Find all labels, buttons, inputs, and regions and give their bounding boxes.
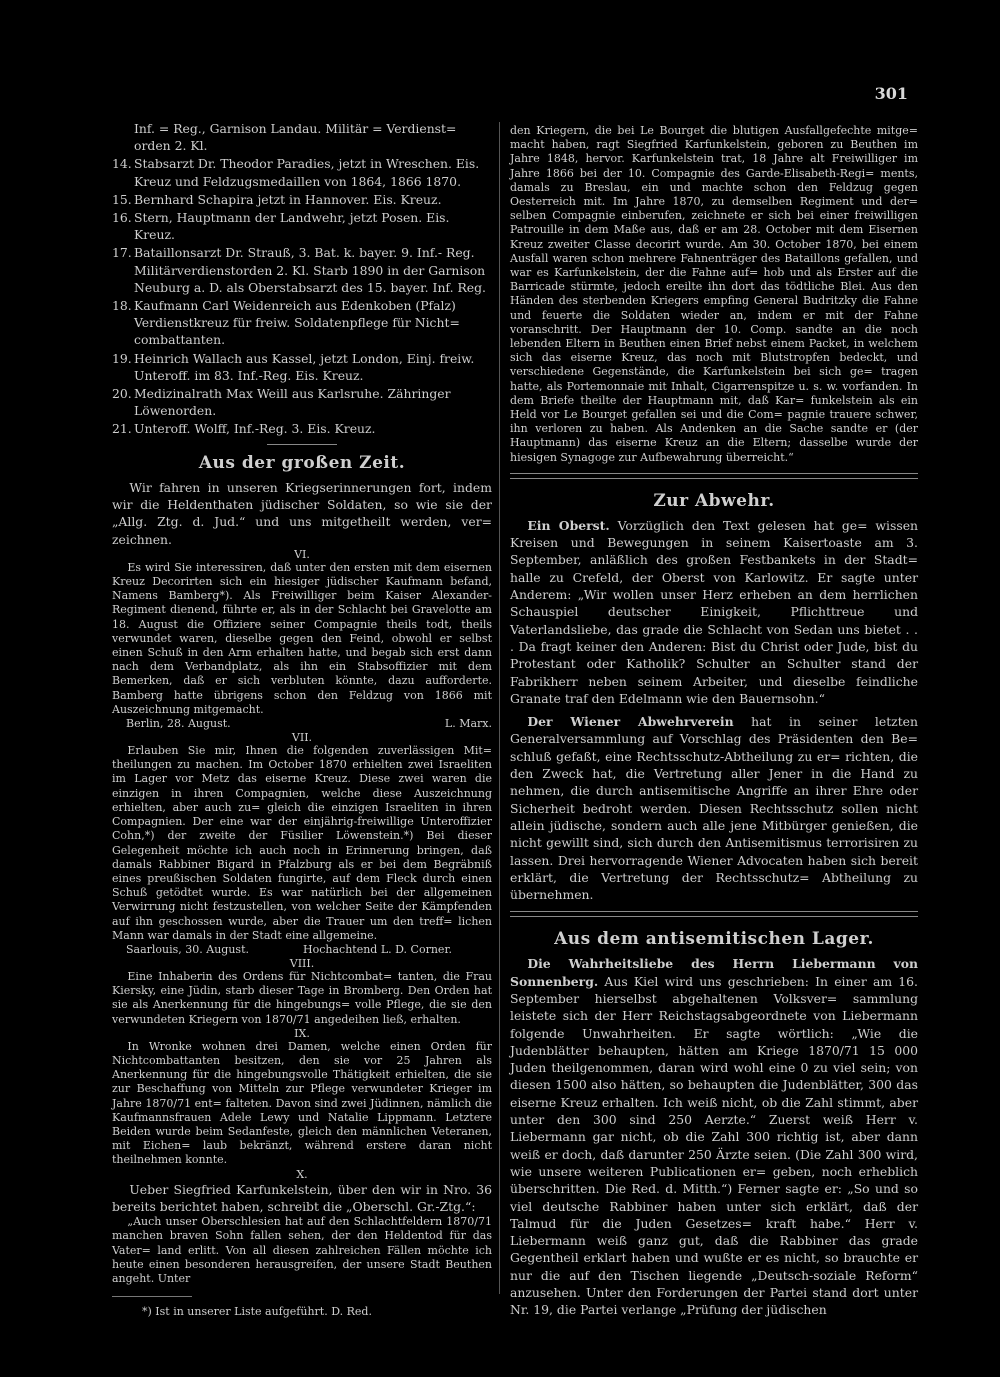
letter-place: Saarlouis, 30. August. (126, 942, 249, 956)
column-divider (499, 122, 500, 1294)
list-item (112, 209, 492, 243)
letter-signature: Hochachtend L. D. Corner. (303, 942, 452, 956)
letter-number: VI. (294, 547, 310, 561)
letter-vi (112, 548, 492, 731)
article-lead: Ein Oberst. (527, 517, 610, 533)
article-text: Aus Kiel wird uns geschrieben: In einer am 16. September hierselbst abgehaltenen Volksver= sammlung leistete sich der Herr Reichstagsabgeordnete von Liebermann folgende Unwahrheiten. Er sagte wörtlich: „Wie die Judenblätter behaupten, hätten am Kriege 1870/71 15 000 Juden theilgenommen, daran wird wohl eine 0 zu viel sein; von diesen 1500 also hätten, so behaupten die Judenblätter, 300 das eiserne Kreuz erhalten. Ich weiß nicht, ob die Zahl stimmt, aber unter den 300 sind 250 Aerzte.“ Zuerst weiß Herr v. Liebermann gar nicht, ob die Zahl 300 richtig ist, aber dann weiß er doch, daß darunter 250 Ärzte seien. (Die Zahl 300 wird, wie unsere weiteren Publicationen er= geben, noch erheblich überschritten. Die Red. d. Mitth.“) Ferner sagte er: „So und so viel deutsche Rabbiner haben unter sich erklärt, daß der Talmud für die Juden Gesetzes= kraft habe.“ Herr v. Liebermann weiß ganz gut, daß die Rabbiner das grade Gegentheil erklart haben und wußte er es nicht, so brauchte er nur die auf den Tischen liegende „Deutsch-soziale Reform“ anzusehen. Unter den Forderungen der Partei stand dort unter Nr. 19, die Partei verlange „Prüfung der jüdischen (510, 973, 918, 1318)
item-text: Bataillonsarzt Dr. Strauß, 3. Bat. k. bayer. 9. Inf.- Reg. Militärverdienstorden 2. Kl. Starb 1890 in der Garnison Neuburg a. D. als Oberstabsarzt des 15. bayer. Inf. Reg. (134, 245, 486, 295)
intro-paragraph (112, 479, 492, 548)
item-text: Bernhard Schapira jetzt in Hannover. Eis. Kreuz. (134, 191, 442, 207)
letter-vii (112, 731, 492, 957)
item-text: Unteroff. Wolff, Inf.-Reg. 3. Eis. Kreuz. (134, 421, 376, 437)
list-item (112, 420, 492, 437)
item-number: 17. (112, 245, 132, 261)
letter-signature-line (112, 943, 492, 957)
left-column (112, 120, 492, 1319)
item-text: Kaufmann Carl Weidenreich aus Edenkoben (Pfalz) Verdienstkreuz für freiw. Soldatenpflege für Nicht= combattanten. (134, 298, 460, 348)
item-number: 21. (112, 421, 132, 437)
footnote-rule (112, 1296, 192, 1297)
letter-x-continued (510, 124, 918, 465)
list-item (112, 244, 492, 296)
letter-signature: L. Marx. (444, 717, 492, 731)
item-number: 15. (112, 191, 132, 207)
item-text: Stern, Hauptmann der Landwehr, jetzt Posen. Eis. Kreuz. (134, 210, 450, 243)
article-text: Vorzüglich den Text gelesen hat ge= wissen Kreisen und Bewegungen in seinem Kaisertoaste am 3. September, anläßlich des großen Festbankets in der Stadt= halle zu Crefeld, der Oberst von Karlowitz. Er sagte unter Anderem: „Wir wollen unser Herz erheben an dem herrlichen Schauspiel deutscher Einigkeit, Pflichttreue und Vaterlandsliebe, das grade die Schlacht von Sedan uns bietet . . . Da fragt keiner den Anderen: Bist du Christ oder Jude, bist du Protestant oder Katholik? Schulter an Schulter stand der Fabrikherr neben seinem Arbeiter, und dieselbe feindliche Granate traf den Edelmann wie den Bauernsohn.“ (510, 517, 919, 706)
letter-x (112, 1168, 492, 1287)
list-item (112, 350, 492, 384)
list-item (112, 297, 492, 349)
letter-text: Erlauben Sie mir, Ihnen die folgenden zuverlässigen Mit= theilungen zu machen. Im October 1870 erhielten zwei Israeliten im Lager vor Metz das eiserne Kreuz. Diese zwei waren die einzigen in ihren Compagnien, welche diese Auszeichnung erhielten, aber auch zu= gleich die einzigen Israeliten in ihren Compagnien. Der eine war der einjährig-freiwillige Unteroffizier Cohn,*) der zweite der Füsilier Löwenstein.*) Bei dieser Gelegenheit möchte ich auch noch in Erinnerung bringen, daß damals Rabbiner Bigard in Pfalzburg als er bei dem Begräbniß eines preußischen Soldaten fungirte, auf dem Fleck durch einen Schuß getödtet wurde. Es war natürlich bei der allgemeinen Verwirrung nicht festzustellen, von welcher Seite der Kämpfenden auf ihn geschossen wurde, aber die Trauer um den treff= lichen Mann war damals in der Stadt eine allgemeine. (112, 744, 492, 942)
item-text: Inf. = Reg., Garnison Landau. Militär = Verdienst= orden 2. Kl. (134, 121, 457, 154)
list-item (112, 191, 492, 208)
item-text: Heinrich Wallach aus Kassel, jetzt London, Einj. freiw. Unteroff. im 83. Inf.-Reg. Eis. Kreuz. (134, 350, 475, 383)
letter-text: Eine Inhaberin des Ordens für Nichtcombat= tanten, die Frau Kiersky, eine Jüdin, starb dieser Tage in Bromberg. Den Orden hat sie als Anerkennung für die hingebungs= volle Pflege, die sie den verwundeten Kriegern von 1870/71 angedeihen ließ, erhalten. (112, 969, 492, 1026)
article-lead: Die Wahrheitsliebe des Herrn Liebermann von Sonnenberg. (510, 956, 918, 989)
item-number: 14. (112, 156, 132, 172)
continued-text: den Kriegern, die bei Le Bourget die blutigen Ausfallgefechte mitge= macht haben, ragt Siegfried Karfunkelstein, geboren zu Beuthen im Jahre 1848, hervor. Karfunkelstein trat, 18 Jahre alt Freiwilliger im Jahre 1866 bei der 10. Compagnie des Garde-Elisabeth-Regi= ments, damals zu Breslau, ein und machte schon den Feldzug gegen Oesterreich mit. Im Jahre 1870, zu demselben Regiment und der= selben Compagnie einberufen, zeichnete er sich bei einer freiwilligen Patrouille in dem Maße aus, daß er am 28. October mit dem Eisernen Kreuz zweiter Classe decorirt wurde. Am 30. October 1870, bei einem Ausfall waren schon mehrere Fahnenträger des Bataillons gefallen, und war es Karfunkelstein, der die Fahne auf= hob und als Erster auf die Barricade stürmte, jedoch ereilte ihn dort das tödtliche Blei. Aus den Händen des sterbenden Kriegers empfing General Budritzky die Fahne und feuerte die Soldaten wieder an, indem er mit der Fahne voranschritt. Der Hauptmann der 10. Comp. sandte an die noch lebenden Eltern in Beuthen einen Brief nebst einem Packet, in welchem sich das eiserne Kreuz, das noch mit Blutstropfen bedeckt, und verschiedene Gegenstände, die Karfunkelstein bei sich ge= tragen hatte, als Portemonnaie mit Inhalt, Cigarrenspitze u. s. w. vorfanden. In dem Briefe theilte der Hauptmann mit, daß Kar= funkelstein als ein Held vor Le Bourget gefallen sei und die Com= pagnie trauere schwer, ihn verloren zu haben. Als Andenken an die Sache sandte er (der Hauptmann) das eiserne Kreuz an die Eltern; dasselbe wurde der hiesigen Synagoge zur Aufbewahrung überreicht.“ (510, 124, 918, 464)
letter-number: VII. (291, 731, 313, 745)
letter-number: IX. (294, 1026, 310, 1040)
letter-number: X. (296, 1167, 308, 1181)
letter-quote: „Auch unser Oberschlesien hat auf den Schlachtfeldern 1870/71 manchen braven Sohn fallen sehen, der den Heldentod für das Vater= land erlitt. Von all diesen zahlreichen Fällen möchte ich heute einen besonderen herausgreifen, der unsere Stadt Beuthen angeht. Unter (112, 1215, 492, 1285)
section-heading: Zur Abwehr. (653, 490, 775, 511)
page-number: 301 (874, 84, 908, 103)
article-text: hat in seiner letzten Generalversammlung auf Vorschlag des Präsidenten den Be= schluß gefaßt, eine Rechtsschutz-Abtheilung zu er= richten, die den Zweck hat, die Vertretung aller Jener in die Hand zu nehmen, die durch antisemitische Angriffe an ihrer Ehre oder Sicherheit bedroht werden. Diesen Rechtsschutz sollen nicht allein jüdische, sondern auch alle jene Mitbürger genießen, die nicht gewillt sind, sich durch den Antisemitismus terrorisiren zu lassen. Drei hervorragende Wiener Advocaten haben sich bereit erklärt, die Vertretung der Rechtsschutz= Abtheilung zu übernehmen. (510, 714, 918, 903)
letter-viii (112, 957, 492, 1027)
item-number: 19. (112, 350, 132, 366)
letter-signature-line (112, 717, 492, 731)
article-lead: Der Wiener Abwehrverein (527, 714, 734, 730)
letter-number: VIII. (289, 956, 315, 970)
item-number: 18. (112, 298, 132, 314)
letter-intro: Ueber Siegfried Karfunkelstein, über den wir in Nro. 36 bereits berichtet haben, schreibt die „Oberschl. Gr.-Ztg.“: (112, 1181, 492, 1214)
article-oberst (510, 517, 918, 707)
item-number: 16. (112, 210, 132, 226)
item-text: Medizinalrath Max Weill aus Karlsruhe. Zähringer Löwenorden. (134, 386, 451, 419)
list-item (112, 385, 492, 419)
intro-text: Wir fahren in unseren Kriegserinnerungen fort, indem wir die Heldenthaten jüdischer Soldaten, so wie sie der „Allg. Ztg. d. Jud.“ und uns mitgetheilt werden, ver= zeichnen. (112, 479, 492, 547)
item-text: Stabsarzt Dr. Theodor Paradies, jetzt in Wreschen. Eis. Kreuz und Feldzugsmedaillen von 1864, 1866 1870. (134, 156, 480, 189)
item-number: 20. (112, 386, 132, 402)
double-rule (510, 911, 918, 917)
section-divider (267, 444, 337, 445)
article-abwehrverein (510, 713, 918, 903)
double-rule (510, 473, 918, 479)
right-column (510, 124, 918, 1319)
letter-ix (112, 1027, 492, 1168)
footnote: *) Ist in unserer Liste aufgeführt. D. Red. (142, 1305, 372, 1319)
section-heading: Aus der großen Zeit. (198, 452, 406, 473)
list-item (112, 155, 492, 189)
letter-text: Es wird Sie interessiren, daß unter den ersten mit dem eisernen Kreuz Decorirten sich ein hiesiger jüdischer Kaufmann befand, Namens Bamberg*). Als Freiwilliger beim Kaiser Alexander-Regiment dienend, führte er, als in der Schlacht bei Gravelotte am 18. August die Offiziere seiner Compagnie theils todt, theils verwundet waren, dieselbe gegen den Feind, obwohl er selbst einen Schuß in den Arm erhalten hatte, und begab sich erst dann nach dem Verbandplatz, als ihn ein Stabsoffizier mit dem Bemerken, daß er sich verbluten könnte, dazu aufforderte. Bamberg hatte übrigens schon den Feldzug von 1866 mit Auszeichnung mitgemacht. (112, 560, 492, 716)
letter-text: In Wronke wohnen drei Damen, welche einen Orden für Nichtcombattanten besitzen, den sie vor 25 Jahren als Anerkennung für die hingebungsvolle Thätigkeit erhielten, die sie zur Beschaffung von Mitteln zur Pflege verwundeter Krieger im Jahre 1870/71 ent= falteten. Davon sind zwei Jüdinnen, nämlich die Kaufmannsfrauen Adele Lewy und Natalie Lippmann. Letztere Beiden wurde beim Sedanfeste, gleich den männlichen Veteranen, mit Eichen= laub bekränzt, während erstere daran nicht theilnehmen konnte. (112, 1039, 492, 1167)
article-liebermann (510, 955, 918, 1318)
letter-place: Berlin, 28. August. (126, 717, 231, 731)
decoration-list (112, 120, 492, 438)
section-heading: Aus dem antisemitischen Lager. (554, 929, 874, 950)
list-item (134, 120, 492, 154)
